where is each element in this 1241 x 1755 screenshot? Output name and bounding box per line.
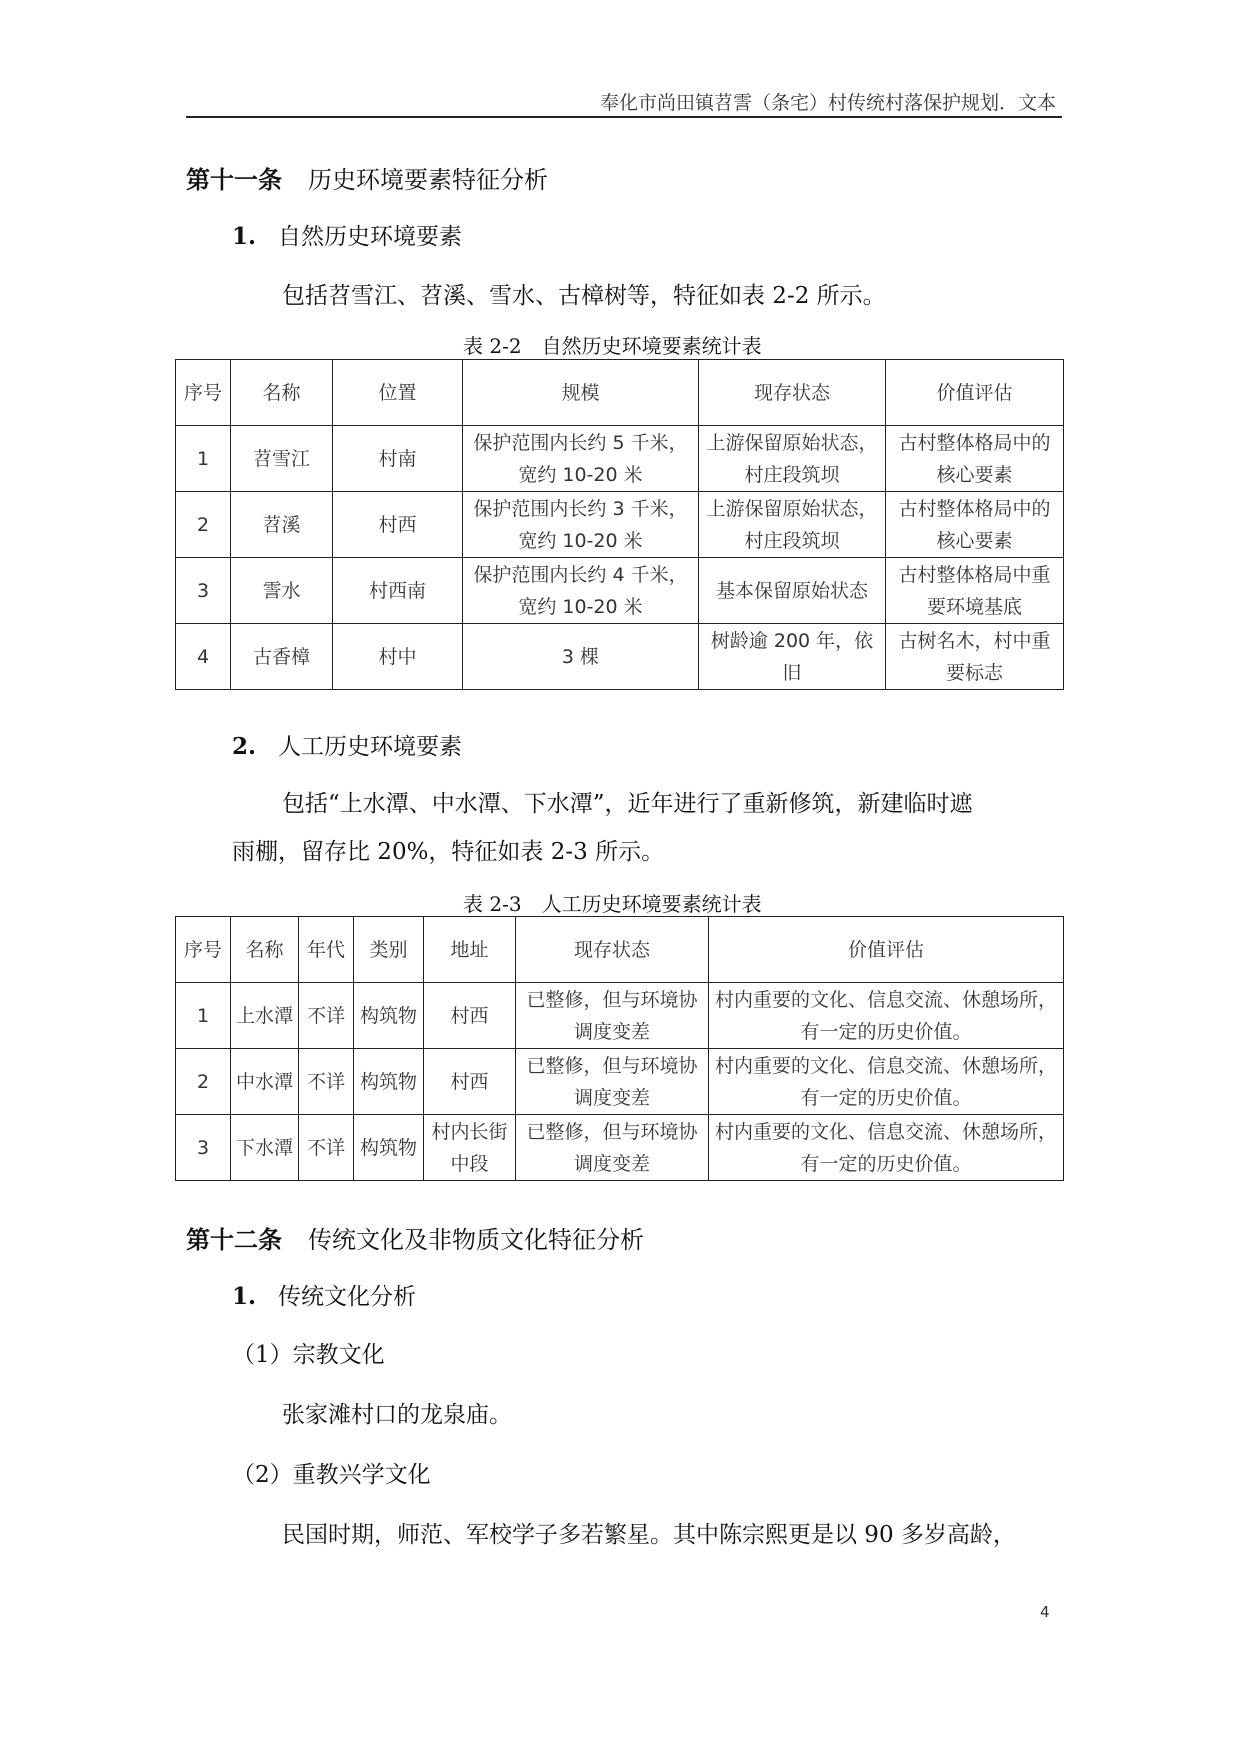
header-cell: 地址	[424, 917, 516, 983]
header-text: 奉化市尚田镇苕霅（条宅）村传统村落保护规划．文本	[599, 92, 1056, 114]
table-2-3-caption: 表 2-3 人工历史环境要素统计表	[463, 892, 762, 916]
table-cell: 3 棵	[463, 624, 699, 690]
natural-elements-table	[175, 359, 1064, 690]
section-number: 1.	[232, 223, 257, 250]
article-11-number: 第十一条	[186, 165, 282, 194]
table-cell: 树龄逾 200 年，依旧	[699, 624, 886, 690]
table-row	[176, 983, 1064, 1049]
table-cell: 村内重要的文化、信息交流、休憩场所，有一定的历史价值。	[709, 983, 1064, 1049]
religion-paragraph: 张家滩村口的龙泉庙。	[282, 1402, 512, 1428]
page-number: 4	[1040, 1603, 1050, 1621]
table-cell: 1	[176, 426, 231, 492]
table-cell: 村西	[424, 983, 516, 1049]
table-cell: 保护范围内长约 4 千米，宽约 10-20 米	[463, 558, 699, 624]
table-cell: 3	[176, 1115, 231, 1181]
article-12-heading	[186, 1220, 644, 1255]
table-2-2-caption: 表 2-2 自然历史环境要素统计表	[463, 334, 762, 358]
table-cell: 中水潭	[231, 1049, 299, 1115]
table-cell: 基本保留原始状态	[699, 558, 886, 624]
table-row	[176, 1115, 1064, 1181]
table-cell: 构筑物	[354, 1049, 424, 1115]
table-cell: 已整修，但与环境协调度变差	[516, 983, 709, 1049]
table-cell: 村内重要的文化、信息交流、休憩场所，有一定的历史价值。	[709, 1115, 1064, 1181]
table-cell: 村南	[333, 426, 463, 492]
section-natural-heading	[232, 218, 462, 251]
table-cell: 下水潭	[231, 1115, 299, 1181]
table-cell: 古树名木，村中重要标志	[886, 624, 1064, 690]
header-cell: 序号	[176, 917, 231, 983]
table-cell: 村内长街中段	[424, 1115, 516, 1181]
table-cell: 保护范围内长约 3 千米，宽约 10-20 米	[463, 492, 699, 558]
section-title: 人工历史环境要素	[278, 734, 463, 760]
table-cell: 上游保留原始状态，村庄段筑坝	[699, 426, 886, 492]
header-cell: 类别	[354, 917, 424, 983]
artificial-intro-line-1: 包括“上水潭、中水潭、下水潭”，近年进行了重新修筑，新建临时遮	[282, 791, 973, 817]
table-cell: 构筑物	[354, 1115, 424, 1181]
section-title: 传统文化分析	[278, 1284, 417, 1310]
header-cell: 规模	[463, 360, 699, 426]
table-cell: 4	[176, 624, 231, 690]
table-cell: 不详	[299, 1049, 354, 1115]
header-cell: 年代	[299, 917, 354, 983]
table-cell: 不详	[299, 1115, 354, 1181]
subsection-education: （2）重教兴学文化	[232, 1462, 431, 1488]
table-row	[176, 558, 1064, 624]
table-header-row	[176, 917, 1064, 983]
table-cell: 村中	[333, 624, 463, 690]
header-cell: 名称	[231, 917, 299, 983]
table-cell: 村西	[424, 1049, 516, 1115]
table-cell: 苕溪	[231, 492, 333, 558]
table-cell: 古村整体格局中的核心要素	[886, 492, 1064, 558]
table-cell: 上游保留原始状态，村庄段筑坝	[699, 492, 886, 558]
article-11-title: 历史环境要素特征分析	[308, 166, 548, 194]
table-header-row	[176, 360, 1064, 426]
table-cell: 构筑物	[354, 983, 424, 1049]
table-cell: 古村整体格局中的核心要素	[886, 426, 1064, 492]
table-cell: 苕雪江	[231, 426, 333, 492]
table-cell: 上水潭	[231, 983, 299, 1049]
header-cell: 现存状态	[699, 360, 886, 426]
table-cell: 2	[176, 492, 231, 558]
table-cell: 村西	[333, 492, 463, 558]
table-row	[176, 1049, 1064, 1115]
header-cell: 现存状态	[516, 917, 709, 983]
article-12-title: 传统文化及非物质文化特征分析	[308, 1226, 644, 1254]
article-12-number: 第十二条	[186, 1225, 282, 1254]
table-cell: 1	[176, 983, 231, 1049]
table-cell: 霅水	[231, 558, 333, 624]
section-number: 2.	[232, 733, 257, 760]
table-cell: 已整修，但与环境协调度变差	[516, 1115, 709, 1181]
subsection-religion: （1）宗教文化	[232, 1342, 385, 1368]
header-cell: 序号	[176, 360, 231, 426]
section-culture-heading	[232, 1278, 416, 1311]
section-number: 1.	[232, 1283, 257, 1310]
header-cell: 位置	[333, 360, 463, 426]
table-cell: 保护范围内长约 5 千米，宽约 10-20 米	[463, 426, 699, 492]
artificial-elements-table	[175, 916, 1064, 1181]
section-artificial-heading	[232, 728, 462, 761]
table-cell: 不详	[299, 983, 354, 1049]
table-row	[176, 426, 1064, 492]
table-cell: 2	[176, 1049, 231, 1115]
header-cell: 价值评估	[886, 360, 1064, 426]
table-cell: 古村整体格局中重要环境基底	[886, 558, 1064, 624]
table-cell: 3	[176, 558, 231, 624]
table-cell: 村西南	[333, 558, 463, 624]
table-cell: 已整修，但与环境协调度变差	[516, 1049, 709, 1115]
table-row	[176, 624, 1064, 690]
table-row	[176, 492, 1064, 558]
table-cell: 村内重要的文化、信息交流、休憩场所，有一定的历史价值。	[709, 1049, 1064, 1115]
header-cell: 名称	[231, 360, 333, 426]
section-title: 自然历史环境要素	[278, 224, 463, 250]
natural-intro-paragraph: 包括苕雪江、苕溪、雪水、古樟树等，特征如表 2-2 所示。	[282, 283, 886, 309]
table-cell: 古香樟	[231, 624, 333, 690]
header-cell: 价值评估	[709, 917, 1064, 983]
artificial-intro-line-2: 雨棚，留存比 20%，特征如表 2-3 所示。	[232, 839, 665, 865]
page-header	[186, 88, 1062, 118]
article-11-heading	[186, 160, 548, 195]
education-paragraph: 民国时期，师范、军校学子多若繁星。其中陈宗熙更是以 90 多岁高龄，	[282, 1522, 1016, 1548]
